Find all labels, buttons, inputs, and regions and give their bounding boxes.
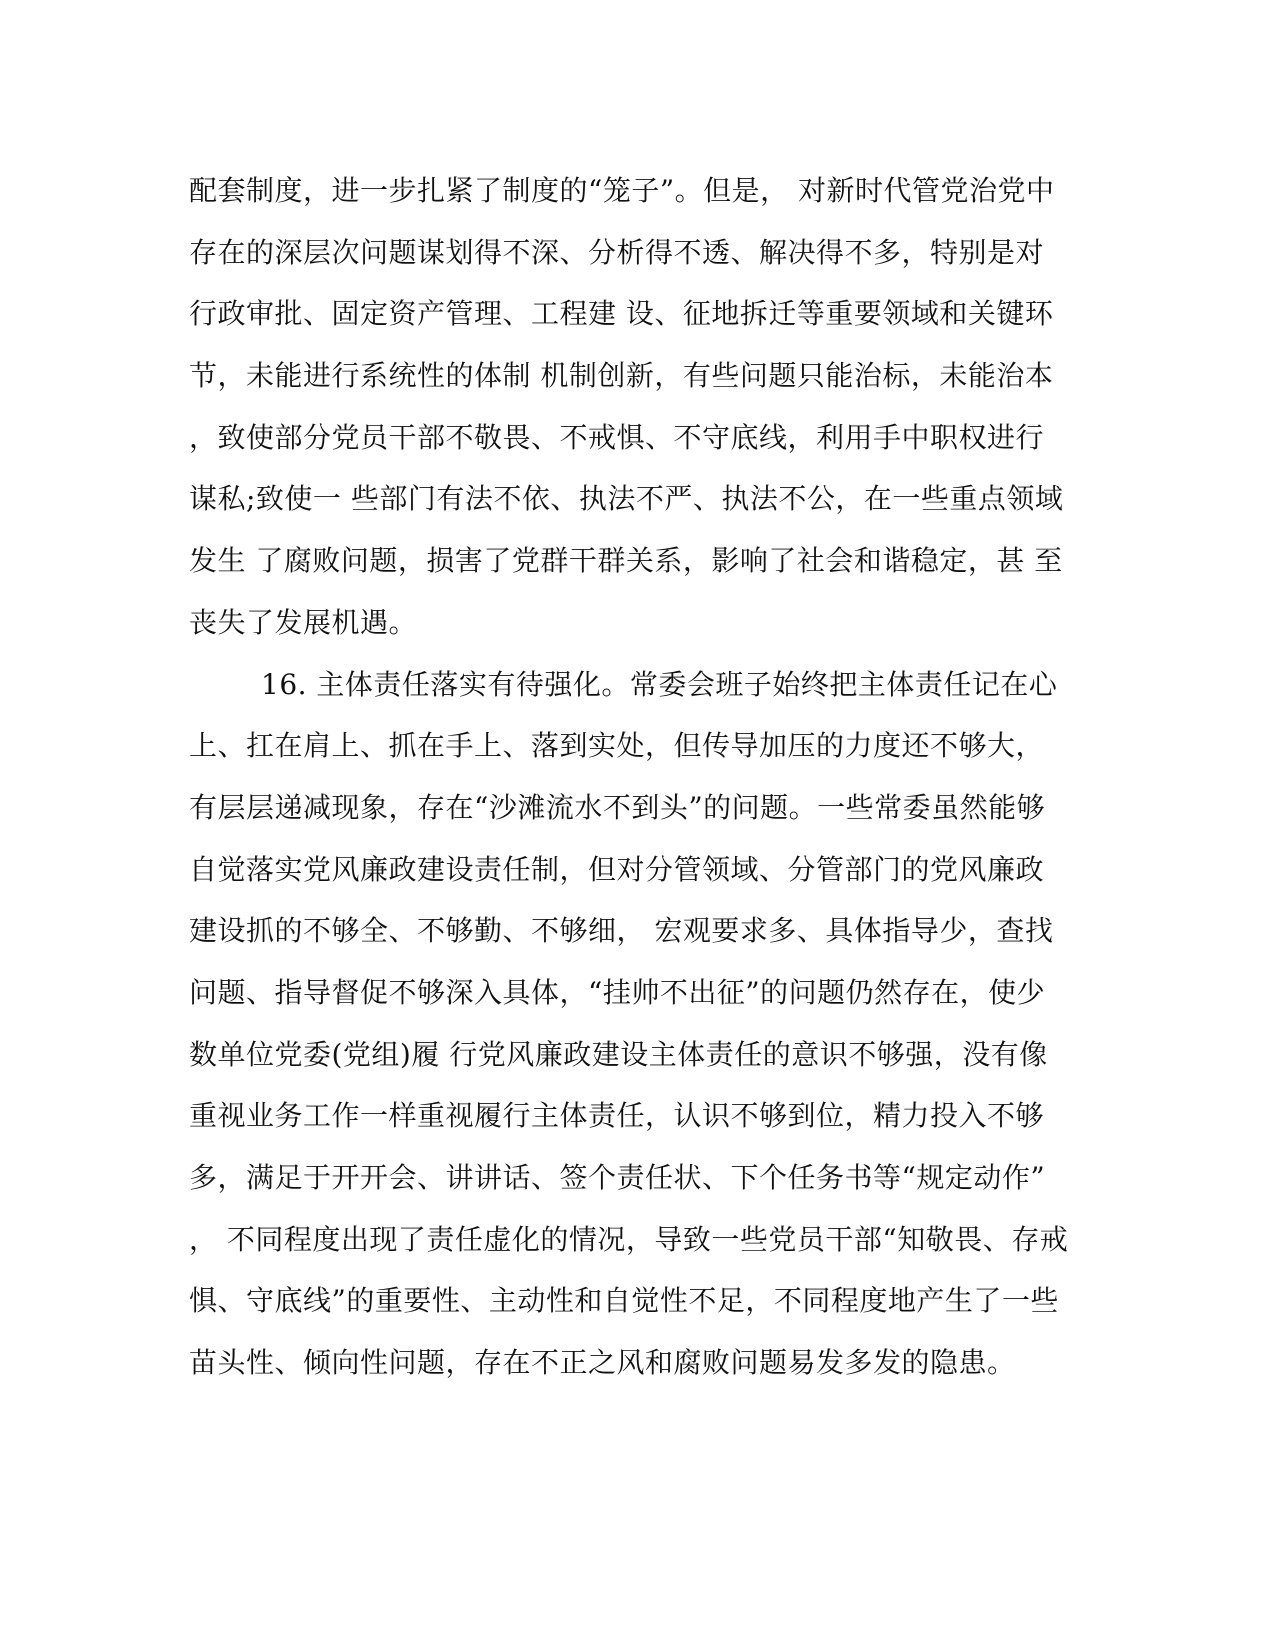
text-line: 建设抓的不够全、不够勤、不够细， 宏观要求多、具体指导少，查找 [189,914,1054,948]
paragraph-start-line: 16. 主体责任落实有待强化。常委会班子始终把主体责任记在心 [261,667,1058,701]
text-line: 配套制度，进一步扎紧了制度的“笼子”。但是， 对新时代管党治党中 [189,174,1055,207]
text-line: 存在的深层次问题谋划得不深、分析得不透、解决得不多，特别是对 [189,235,1045,269]
text-line: 自觉落实党风廉政建设责任制，但对分管领域、分管部门的党风廉政 [189,852,1045,886]
text-line: 发生 了腐败问题，损害了党群干群关系，影响了社会和谐稳定，甚 至 [189,544,1063,578]
text-line: 问题、指导督促不够深入具体，“挂帅不出征”的问题仍然存在，使少 [189,975,1046,1009]
text-line: 丧失了发展机遇。 [189,605,418,639]
text-line: ，致使部分党员干部不敬畏、不戒惧、不守底线，利用手中职权进行 [189,420,1045,454]
text-line: 重视业务工作一样重视履行主体责任，认识不够到位，精力投入不够 [189,1099,1045,1133]
text-line: 多，满足于开开会、讲讲话、签个责任状、下个任务书等“规定动作” [189,1161,1046,1194]
text-line: 谋私;致使一 些部门有法不依、执法不严、执法不公，在一些重点领域 [189,482,1064,516]
text-line: 节，未能进行系统性的体制 机制创新，有些问题只能治标，未能治本 [189,359,1054,393]
text-line: 苗头性、倾向性问题，存在不正之风和腐败问题易发多发的隐患。 [189,1346,1016,1380]
text-line: 上、扛在肩上、抓在手上、落到实处，但传导加压的力度还不够大， [189,729,1045,763]
text-line: 有层层递减现象，存在“沙滩流水不到头”的问题。一些常委虽然能够 [189,790,1046,824]
text-line: 行政审批、固定资产管理、工程建 设、征地拆迁等重要领域和关键环 [189,297,1054,331]
text-line: 惧、守底线”的重要性、主动性和自觉性不足，不同程度地产生了一些 [189,1284,1059,1318]
text-line: ， 不同程度出现了责任虚化的情况，导致一些党员干部“知敬畏、存戒 [189,1222,1069,1256]
text-line: 数单位党委(党组)履 行党风廉政建设主体责任的意识不够强，没有像 [189,1037,1048,1071]
body-text [189,160,1089,1394]
